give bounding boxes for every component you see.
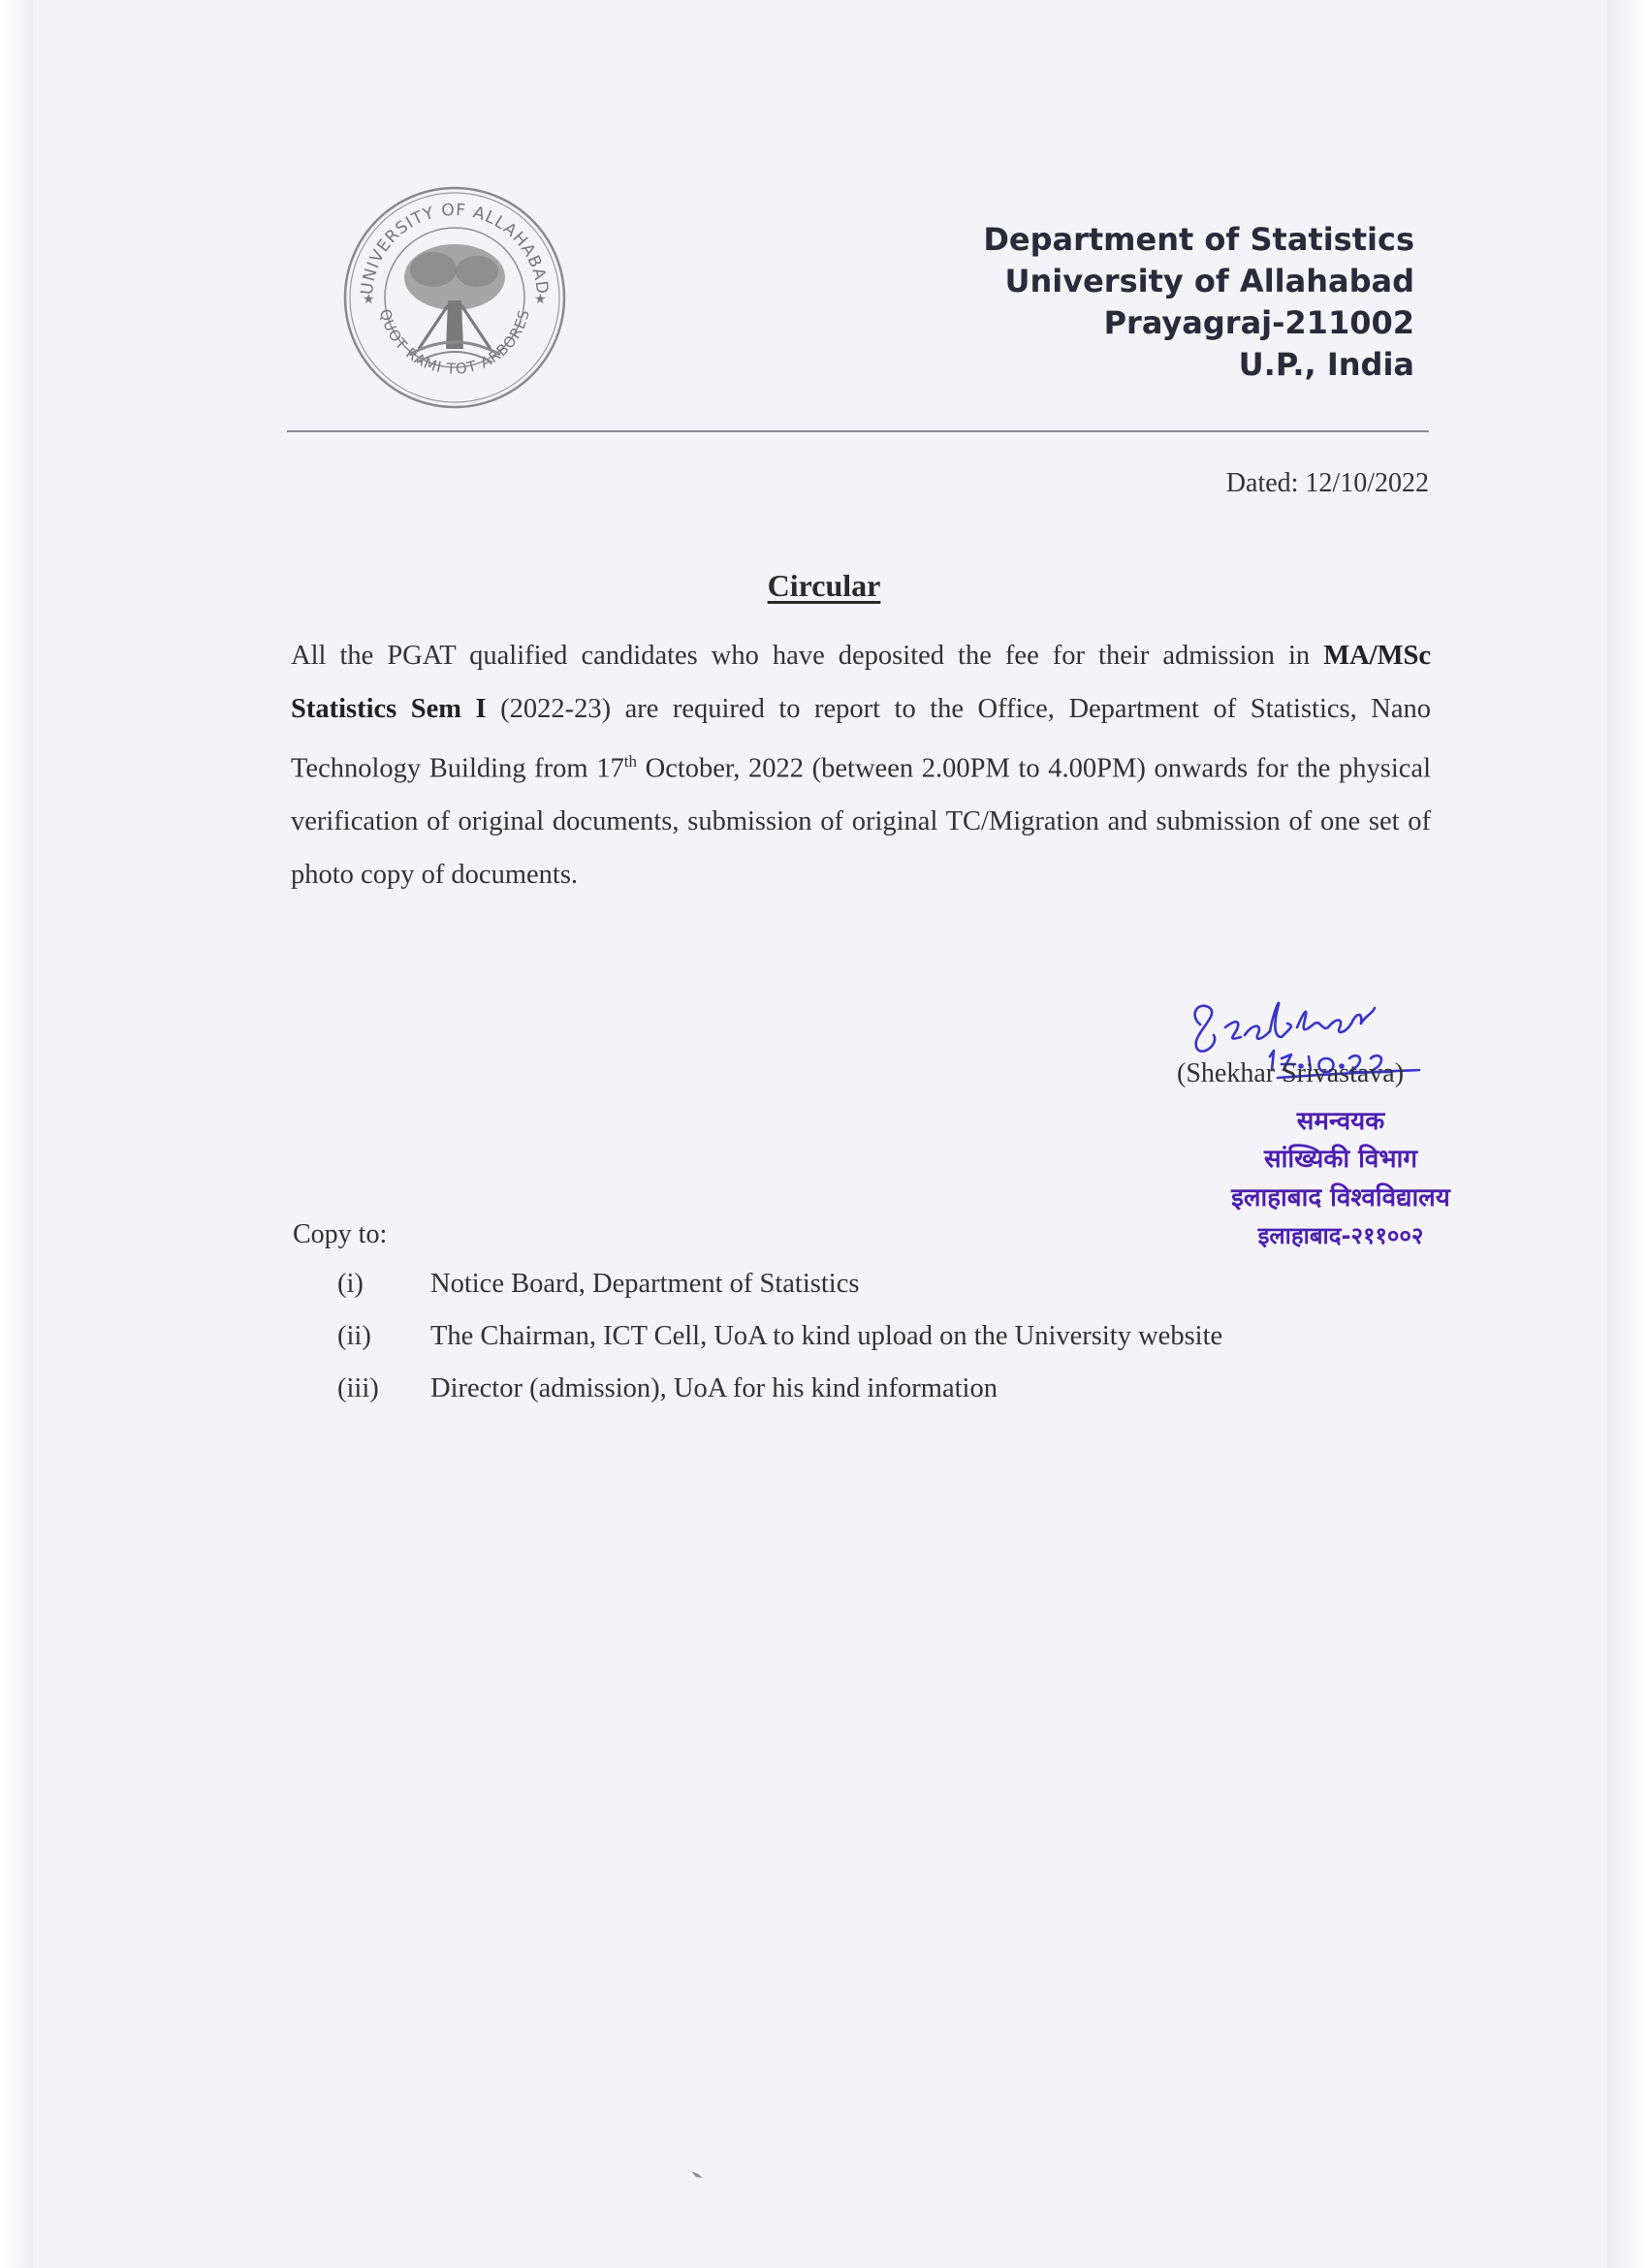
header-divider [287,430,1429,432]
svg-text:★: ★ [534,293,547,307]
address-line: Department of Statistics [983,221,1414,258]
stamp-line: समन्वयक [1296,1107,1385,1136]
body-text-part: (2022-23) are required to report to the Office, Department of Statistics, Nano Technology Building from 17 [291,693,1431,784]
list-item-number: (ii) [337,1321,371,1351]
stamp-line: इलाहाबाद-२११००२ [1257,1222,1424,1249]
address-line: U.P., India [1238,346,1414,383]
official-stamp [1181,1103,1501,1254]
list-item-text: Director (admission), UoA for his kind information [430,1373,998,1403]
svg-text:★: ★ [363,293,375,307]
list-item [337,1310,1222,1363]
list-item-text: The Chairman, ICT Cell, UoA to kind upload on the University website [430,1321,1223,1351]
signer-name: (Shekhar Srivastava) [1177,1058,1405,1088]
scan-speck [690,2169,704,2179]
copy-to-label: Copy to: [293,1219,388,1249]
list-item-number: (i) [337,1269,364,1299]
address-line: Prayagraj-211002 [1103,304,1414,341]
copy-to-list [337,1258,1222,1415]
list-item [337,1258,1222,1310]
course-name: MA/MSc Statistics Sem I [291,641,1431,724]
body-text-part: October, 2022 (between 2.00PM to 4.00PM) onwards for the physical verification of original documents, submission of original TC/Migration and submission of one set of photo copy of documents. [291,753,1431,890]
list-item-text: Notice Board, Department of Statistics [430,1269,860,1299]
list-item-number: (iii) [337,1373,379,1403]
stamp-line: इलाहाबाद विश्वविद्यालय [1231,1183,1450,1213]
department-address [983,219,1414,386]
document-date: Dated: 12/10/2022 [1225,468,1429,498]
svg-text:UNIVERSITY OF ALLAHABAD: UNIVERSITY OF ALLAHABAD [357,200,553,297]
svg-text:QUOT RAMI TOT ARBORES: QUOT RAMI TOT ARBORES [375,307,533,378]
circular-title: Circular [767,568,881,603]
university-seal-icon [341,184,568,411]
stamp-line: सांख्यिकी विभाग [1264,1145,1417,1174]
scan-edge-left [0,0,33,2268]
body-text-part: All the PGAT qualified candidates who have deposited the fee for their admission in [291,641,1324,671]
ordinal-suffix: th [623,752,637,771]
address-line: University of Allahabad [1004,263,1414,299]
list-item [337,1363,1222,1415]
scan-edge-right [1607,0,1648,2268]
circular-body [291,630,1431,901]
